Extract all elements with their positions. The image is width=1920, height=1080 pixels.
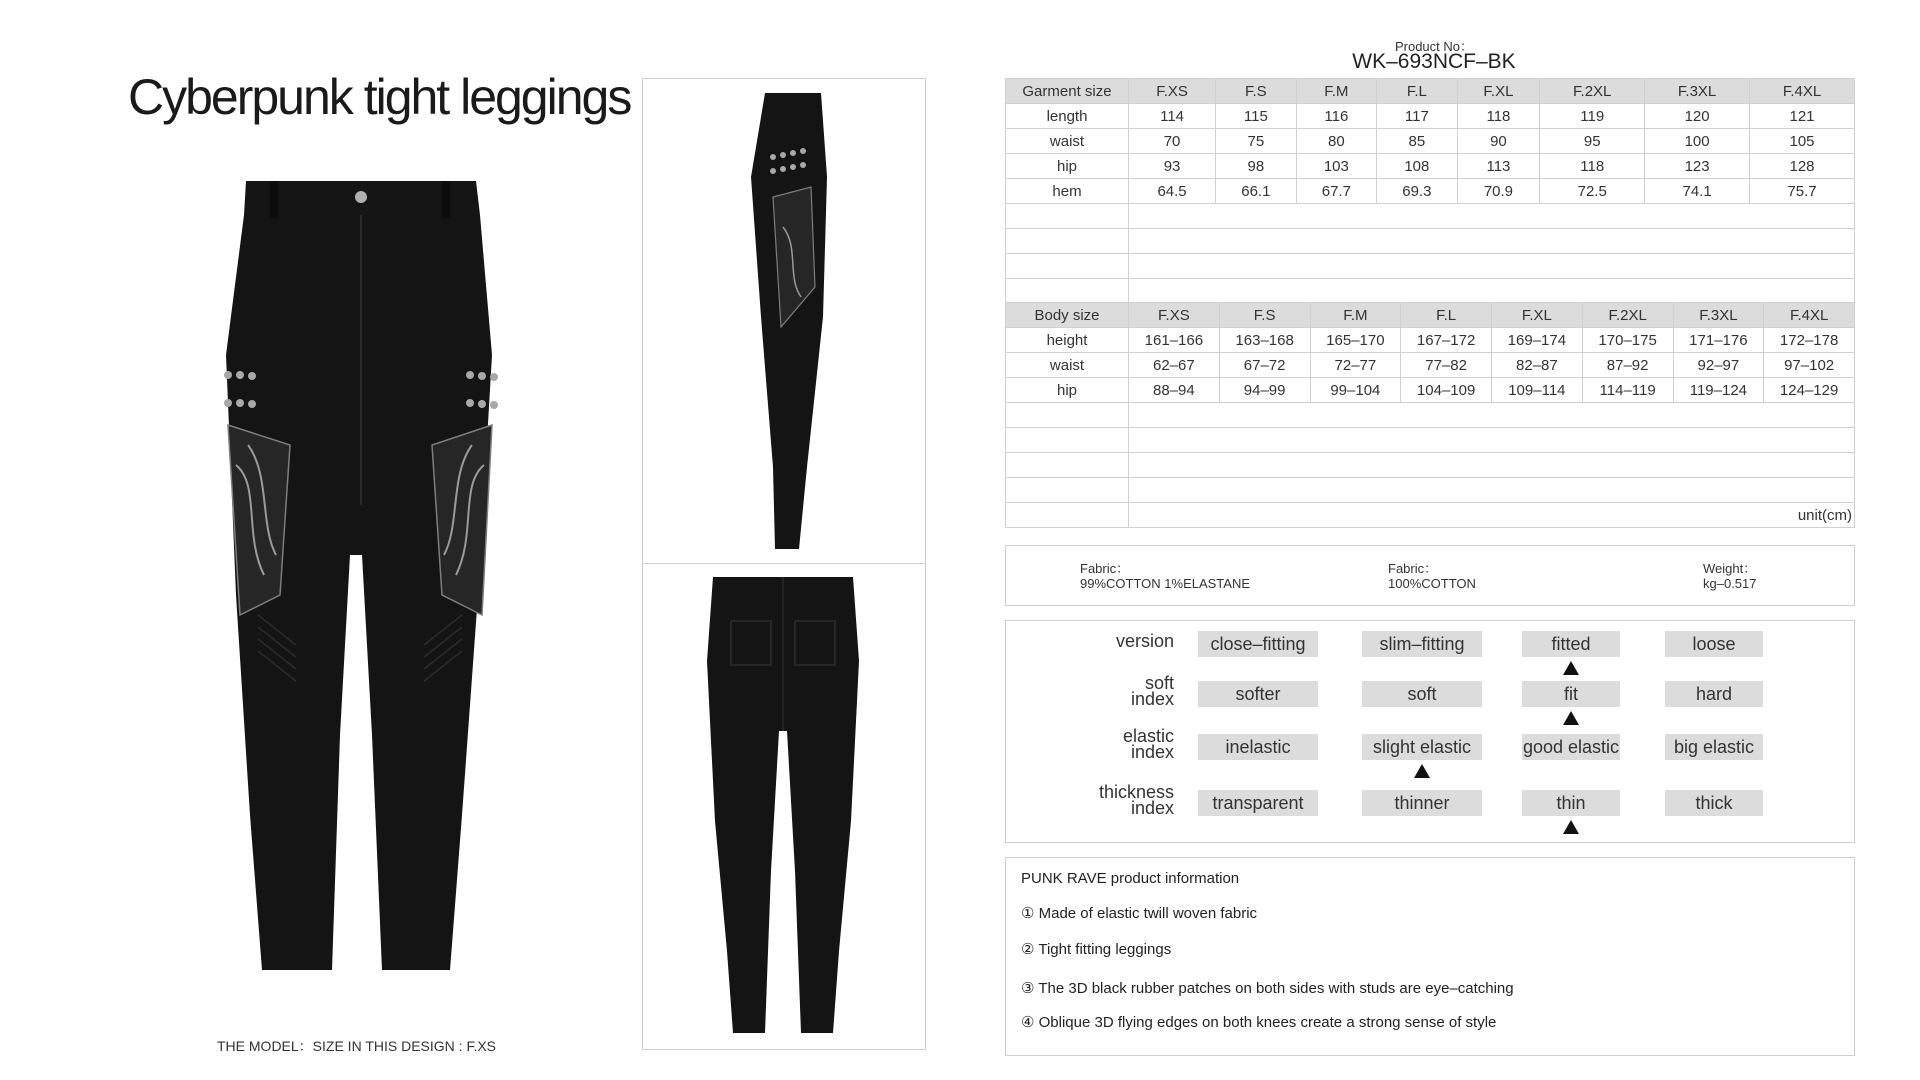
row-label: hip [1006, 378, 1129, 403]
table-cell: 119 [1540, 104, 1645, 129]
table-row [1006, 129, 1855, 154]
side-view-image [703, 87, 863, 557]
front-view-image [200, 175, 520, 975]
side-back-photo-panel [642, 78, 926, 1050]
table-cell: 85 [1377, 129, 1458, 154]
table-cell: 74.1 [1645, 179, 1750, 204]
weight-col [1703, 561, 1757, 591]
fit-properties-box [1005, 620, 1855, 843]
empty-row [1006, 229, 1855, 254]
table-cell: 67–72 [1219, 353, 1310, 378]
option-pill: fitted [1522, 631, 1620, 657]
model-size-note: THE MODEL：SIZE IN THIS DESIGN : F.XS [217, 1038, 497, 1054]
table-cell: 93 [1129, 154, 1216, 179]
header-cell: F.4XL [1750, 79, 1855, 104]
body-size-table [1005, 302, 1855, 528]
option-pill: close–fitting [1198, 631, 1318, 657]
info-item: ② Tight fitting leggings [1021, 941, 1172, 958]
table-cell: 87–92 [1582, 353, 1673, 378]
table-cell: 92–97 [1673, 353, 1764, 378]
table-cell: 119–124 [1673, 378, 1764, 403]
table-row [1006, 154, 1855, 179]
info-item: ④ Oblique 3D flying edges on both knees create a strong sense of style [1021, 1014, 1497, 1031]
table-cell: 70.9 [1457, 179, 1540, 204]
header-cell: F.M [1296, 79, 1377, 104]
info-item: ③ The 3D black rubber patches on both sides with studs are eye–catching [1021, 980, 1514, 997]
table-cell: 99–104 [1310, 378, 1401, 403]
table-row [1006, 104, 1855, 129]
table-cell: 64.5 [1129, 179, 1216, 204]
table-cell: 123 [1645, 154, 1750, 179]
table-cell: 62–67 [1129, 353, 1220, 378]
option-pill: thick [1665, 790, 1763, 816]
table-cell: 115 [1216, 104, 1297, 129]
option-pill: soft [1362, 681, 1482, 707]
empty-row [1006, 403, 1855, 428]
selection-marker-icon [1563, 661, 1579, 675]
back-view-image [683, 571, 883, 1041]
row-label: length [1006, 104, 1129, 129]
table-cell: 169–174 [1492, 328, 1583, 353]
option-pill: softer [1198, 681, 1318, 707]
header-cell: F.S [1219, 303, 1310, 328]
table-cell: 116 [1296, 104, 1377, 129]
table-cell: 69.3 [1377, 179, 1458, 204]
table-cell: 66.1 [1216, 179, 1297, 204]
photo-divider [643, 563, 925, 564]
table-row [1006, 378, 1855, 403]
table-cell: 161–166 [1129, 328, 1220, 353]
table-cell: 171–176 [1673, 328, 1764, 353]
row-label: waist [1006, 353, 1129, 378]
table-cell: 114 [1129, 104, 1216, 129]
property-label-version: version [1115, 631, 1174, 651]
header-cell: F.XL [1457, 79, 1540, 104]
table-cell: 100 [1645, 129, 1750, 154]
table-cell: 103 [1296, 154, 1377, 179]
table-cell: 75.7 [1750, 179, 1855, 204]
info-heading: PUNK RAVE product information [1021, 870, 1240, 887]
header-cell: F.M [1310, 303, 1401, 328]
header-cell: F.XS [1129, 303, 1220, 328]
row-label: hip [1006, 154, 1129, 179]
selection-marker-icon [1563, 711, 1579, 725]
table-cell: 88–94 [1129, 378, 1220, 403]
fabric-value: 99%COTTON 1%ELASTANE [1080, 576, 1251, 591]
table-cell: 82–87 [1492, 353, 1583, 378]
unit-label: unit(cm) [1129, 503, 1855, 528]
weight-value: kg–0.517 [1703, 576, 1757, 591]
header-cell: F.2XL [1582, 303, 1673, 328]
fabric-label: Fabric： [1080, 561, 1130, 576]
table-row [1006, 328, 1855, 353]
table-row [1006, 353, 1855, 378]
unit-row [1006, 503, 1855, 528]
header-cell: F.XL [1492, 303, 1583, 328]
product-number: WK–693NCF–BK [1352, 50, 1516, 73]
table-cell: 77–82 [1401, 353, 1492, 378]
table-cell: 117 [1377, 104, 1458, 129]
option-pill: hard [1665, 681, 1763, 707]
table-cell: 113 [1457, 154, 1540, 179]
table-cell: 70 [1129, 129, 1216, 154]
option-pill: big elastic [1665, 734, 1763, 760]
header-cell: F.3XL [1645, 79, 1750, 104]
option-pill: transparent [1198, 790, 1318, 816]
table-cell: 80 [1296, 129, 1377, 154]
property-label-thickness-index: thickness index [1098, 782, 1174, 818]
table-cell: 108 [1377, 154, 1458, 179]
table-cell: 128 [1750, 154, 1855, 179]
option-pill: slim–fitting [1362, 631, 1482, 657]
property-label-soft-index: soft index [1130, 673, 1174, 709]
option-pill: good elastic [1522, 734, 1620, 760]
table-cell: 163–168 [1219, 328, 1310, 353]
empty-row [1006, 204, 1855, 229]
table-cell: 172–178 [1764, 328, 1855, 353]
table-cell: 120 [1645, 104, 1750, 129]
fabric-info-box [1005, 545, 1855, 606]
fabric-value: 100%COTTON [1388, 576, 1476, 591]
table-cell: 90 [1457, 129, 1540, 154]
table-cell: 98 [1216, 154, 1297, 179]
empty-row [1006, 453, 1855, 478]
table-cell: 72–77 [1310, 353, 1401, 378]
table-cell: 165–170 [1310, 328, 1401, 353]
table-cell: 97–102 [1764, 353, 1855, 378]
table-cell: 105 [1750, 129, 1855, 154]
fabric-col-2 [1388, 561, 1476, 591]
header-cell: Garment size [1006, 79, 1129, 104]
table-cell: 72.5 [1540, 179, 1645, 204]
product-info-box [1005, 857, 1855, 1056]
table-cell: 67.7 [1296, 179, 1377, 204]
table-cell: 94–99 [1219, 378, 1310, 403]
header-cell: F.L [1377, 79, 1458, 104]
header-cell: F.S [1216, 79, 1297, 104]
product-number-label: Product No： [1394, 39, 1474, 54]
row-label: height [1006, 328, 1129, 353]
row-label: waist [1006, 129, 1129, 154]
table-header-row [1006, 303, 1855, 328]
table-cell: 124–129 [1764, 378, 1855, 403]
empty-row [1006, 428, 1855, 453]
header-cell: F.L [1401, 303, 1492, 328]
garment-size-table [1005, 78, 1855, 304]
selection-marker-icon [1414, 764, 1430, 778]
table-cell: 167–172 [1401, 328, 1492, 353]
table-cell: 75 [1216, 129, 1297, 154]
header-cell: Body size [1006, 303, 1129, 328]
option-pill: inelastic [1198, 734, 1318, 760]
option-pill: thinner [1362, 790, 1482, 816]
table-cell: 118 [1457, 104, 1540, 129]
header-cell: F.XS [1129, 79, 1216, 104]
empty-row [1006, 279, 1855, 304]
table-cell: 118 [1540, 154, 1645, 179]
option-pill: fit [1522, 681, 1620, 707]
table-cell: 95 [1540, 129, 1645, 154]
table-cell: 104–109 [1401, 378, 1492, 403]
option-pill: loose [1665, 631, 1763, 657]
table-cell: 109–114 [1492, 378, 1583, 403]
weight-label: Weight： [1703, 561, 1757, 576]
table-row [1006, 179, 1855, 204]
option-pill: slight elastic [1362, 734, 1482, 760]
selection-marker-icon [1563, 820, 1579, 834]
fabric-col-1 [1080, 561, 1250, 591]
empty-row [1006, 254, 1855, 279]
fabric-label: Fabric： [1388, 561, 1438, 576]
empty-row [1006, 478, 1855, 503]
info-item: ① Made of elastic twill woven fabric [1021, 905, 1258, 922]
table-cell: 121 [1750, 104, 1855, 129]
row-label: hem [1006, 179, 1129, 204]
header-cell: F.2XL [1540, 79, 1645, 104]
table-cell: 170–175 [1582, 328, 1673, 353]
property-label-elastic-index: elastic index [1122, 726, 1174, 762]
table-header-row [1006, 79, 1855, 104]
header-cell: F.3XL [1673, 303, 1764, 328]
header-cell: F.4XL [1764, 303, 1855, 328]
table-cell: 114–119 [1582, 378, 1673, 403]
option-pill: thin [1522, 790, 1620, 816]
page-title: Cyberpunk tight leggings [128, 69, 631, 125]
